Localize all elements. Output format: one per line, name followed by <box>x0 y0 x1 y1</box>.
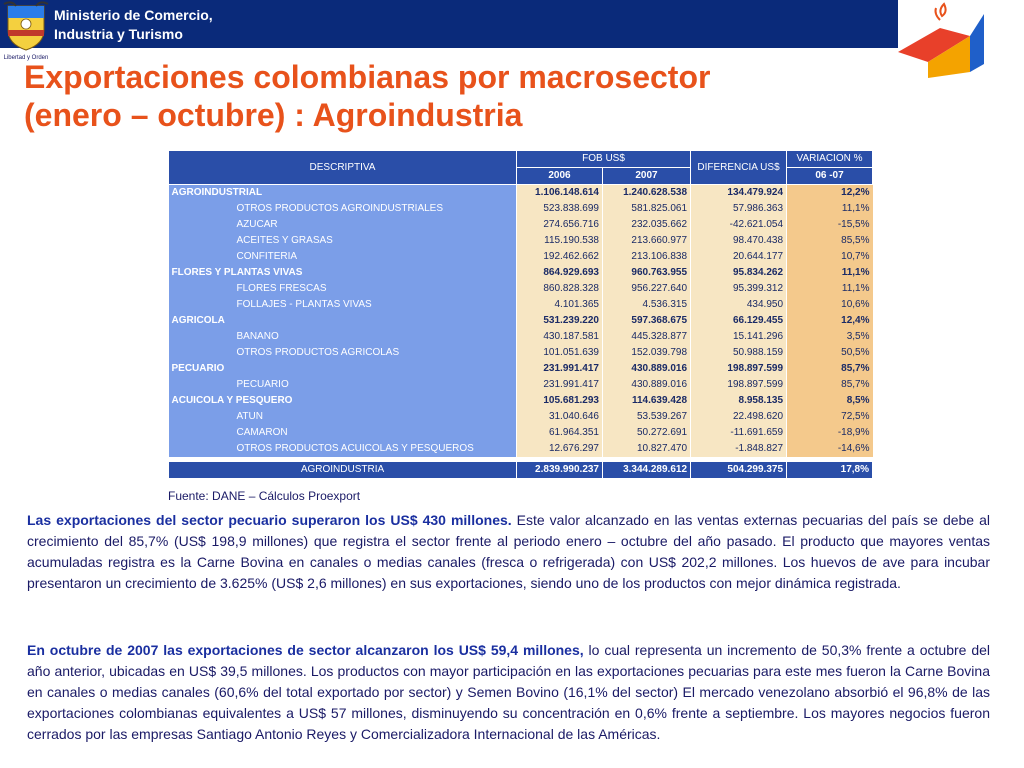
table-row <box>169 201 873 217</box>
page-title <box>24 58 710 134</box>
row-label: FOLLAJES - PLANTAS VIVAS <box>169 297 517 313</box>
header-variacion-period: 06 -07 <box>787 168 873 185</box>
value-diferencia: 50.988.159 <box>691 345 787 361</box>
value-diferencia: 66.129.455 <box>691 313 787 329</box>
value-2006: 101.051.639 <box>517 345 603 361</box>
value-diferencia: 95.399.312 <box>691 281 787 297</box>
row-label: CAMARON <box>169 425 517 441</box>
value-diferencia: -42.621.054 <box>691 217 787 233</box>
value-variacion: 12,4% <box>787 313 873 329</box>
ministry-name <box>54 6 213 44</box>
value-2006: 115.190.538 <box>517 233 603 249</box>
table-row <box>169 361 873 377</box>
value-diferencia: 98.470.438 <box>691 233 787 249</box>
paragraph-2-body: lo cual representa un incremento de 50,3% frente a octubre del año anterior, ubicadas en US$ 39,5 millones. Los productos con mayor participación en las exportaciones pecuarias para este mes fueron la Carne Bovina en canales o medias canales (60,6% del total exportado por sector) y Semen Bovino (16,1% del sector) El mercado venezolano absorbió el 96,8% de las exportaciones colombianas equivalentes a US$ 57 millones, disminuyendo su concentración en 0,6% frente a septiembre. Los mayores negocios fueron cerrados por las empresas Santiago Antonio Reyes y Comercializadora Internacional de las Américas. <box>27 642 990 742</box>
value-diferencia: 95.834.262 <box>691 265 787 281</box>
paragraph-pecuario <box>27 510 990 594</box>
table-row <box>169 441 873 457</box>
value-2006: 864.929.693 <box>517 265 603 281</box>
value-2006: 523.838.699 <box>517 201 603 217</box>
row-label: OTROS PRODUCTOS AGRICOLAS <box>169 345 517 361</box>
value-2006: 31.040.646 <box>517 409 603 425</box>
value-2007: 956.227.640 <box>603 281 691 297</box>
value-2006: 231.991.417 <box>517 377 603 393</box>
value-diferencia: 15.141.296 <box>691 329 787 345</box>
paragraph-october <box>27 640 990 745</box>
value-variacion: 72,5% <box>787 409 873 425</box>
table-row <box>169 393 873 409</box>
value-diferencia: -1.848.827 <box>691 441 787 457</box>
value-2006: 274.656.716 <box>517 217 603 233</box>
value-2007: 50.272.691 <box>603 425 691 441</box>
exports-table <box>168 150 873 479</box>
value-2007: 213.660.977 <box>603 233 691 249</box>
value-variacion: 85,7% <box>787 377 873 393</box>
paragraph-1-body: Este valor alcanzado en las ventas externas pecuarias del país se debe al crecimiento del 85,7% (US$ 198,9 millones) que registra el sector frente al periodo enero – octubre del año pasado. El producto que mayores ventas acumuladas registra es la Carne Bovina en canales o medias canales (fresca o refrigerada) con US$ 202,2 millones. Los huevos de ave para incubar presentaron un crecimiento de 3.625% (US$ 2,6 millones) en sus exportaciones, siendo uno de los productos con mejor dinámica registrada. <box>27 512 990 591</box>
value-2006: 105.681.293 <box>517 393 603 409</box>
value-diferencia: 8.958.135 <box>691 393 787 409</box>
colombia-crest-icon <box>2 0 50 62</box>
value-diferencia: 198.897.599 <box>691 361 787 377</box>
table-row <box>169 425 873 441</box>
value-2006: 4.101.365 <box>517 297 603 313</box>
proexport-logo-icon <box>894 0 990 80</box>
value-variacion: -18,9% <box>787 425 873 441</box>
value-2007: 960.763.955 <box>603 265 691 281</box>
value-2007: 1.240.628.538 <box>603 185 691 202</box>
total-label: AGROINDUSTRIA <box>169 462 517 479</box>
value-2007: 581.825.061 <box>603 201 691 217</box>
value-2006: 1.106.148.614 <box>517 185 603 202</box>
table-row <box>169 233 873 249</box>
value-variacion: -15,5% <box>787 217 873 233</box>
value-variacion: 85,5% <box>787 233 873 249</box>
value-variacion: 10,6% <box>787 297 873 313</box>
value-2007: 232.035.662 <box>603 217 691 233</box>
value-variacion: -14,6% <box>787 441 873 457</box>
value-2007: 430.889.016 <box>603 377 691 393</box>
page-title-line-2: (enero – octubre) : Agroindustria <box>24 97 523 133</box>
table-row <box>169 409 873 425</box>
table-row <box>169 185 873 202</box>
value-2006: 61.964.351 <box>517 425 603 441</box>
header-2007: 2007 <box>603 168 691 185</box>
row-label: ATUN <box>169 409 517 425</box>
value-2007: 430.889.016 <box>603 361 691 377</box>
row-label: BANANO <box>169 329 517 345</box>
value-variacion: 85,7% <box>787 361 873 377</box>
row-label: FLORES FRESCAS <box>169 281 517 297</box>
table-row <box>169 329 873 345</box>
value-variacion: 11,1% <box>787 281 873 297</box>
value-2007: 213.106.838 <box>603 249 691 265</box>
ministry-line-1: Ministerio de Comercio, <box>54 7 213 23</box>
row-label: CONFITERIA <box>169 249 517 265</box>
value-diferencia: 57.986.363 <box>691 201 787 217</box>
header-descriptiva: DESCRIPTIVA <box>169 151 517 185</box>
row-label: AGROINDUSTRIAL <box>169 185 517 202</box>
row-label: OTROS PRODUCTOS ACUICOLAS Y PESQUEROS <box>169 441 517 457</box>
total-variacion: 17,8% <box>787 462 873 479</box>
value-2007: 152.039.798 <box>603 345 691 361</box>
table-total-row <box>169 462 873 479</box>
table-row <box>169 265 873 281</box>
source-note: Fuente: DANE – Cálculos Proexport <box>168 489 361 503</box>
value-variacion: 11,1% <box>787 265 873 281</box>
value-diferencia: 434.950 <box>691 297 787 313</box>
total-2007: 3.344.289.612 <box>603 462 691 479</box>
value-diferencia: 134.479.924 <box>691 185 787 202</box>
value-diferencia: 22.498.620 <box>691 409 787 425</box>
value-variacion: 3,5% <box>787 329 873 345</box>
value-2007: 4.536.315 <box>603 297 691 313</box>
value-2007: 10.827.470 <box>603 441 691 457</box>
row-label: AZUCAR <box>169 217 517 233</box>
value-2007: 597.368.675 <box>603 313 691 329</box>
value-variacion: 8,5% <box>787 393 873 409</box>
value-2007: 445.328.877 <box>603 329 691 345</box>
table-row <box>169 377 873 393</box>
header-2006: 2006 <box>517 168 603 185</box>
table-row <box>169 217 873 233</box>
row-label: ACUICOLA Y PESQUERO <box>169 393 517 409</box>
row-label: PECUARIO <box>169 377 517 393</box>
paragraph-2-lead: En octubre de 2007 las exportaciones de sector alcanzaron los US$ 59,4 millones, <box>27 642 584 658</box>
value-variacion: 50,5% <box>787 345 873 361</box>
row-label: FLORES Y PLANTAS VIVAS <box>169 265 517 281</box>
header-variacion: VARIACION % <box>787 151 873 168</box>
value-2006: 231.991.417 <box>517 361 603 377</box>
value-2007: 53.539.267 <box>603 409 691 425</box>
ministry-line-2: Industria y Turismo <box>54 26 183 42</box>
value-2006: 860.828.328 <box>517 281 603 297</box>
value-2006: 531.239.220 <box>517 313 603 329</box>
total-diferencia: 504.299.375 <box>691 462 787 479</box>
row-label: AGRICOLA <box>169 313 517 329</box>
table-row <box>169 313 873 329</box>
table-row <box>169 297 873 313</box>
table-row <box>169 345 873 361</box>
table-body <box>169 185 873 479</box>
value-2006: 192.462.662 <box>517 249 603 265</box>
value-variacion: 10,7% <box>787 249 873 265</box>
table-row <box>169 249 873 265</box>
value-diferencia: -11.691.659 <box>691 425 787 441</box>
value-2007: 114.639.428 <box>603 393 691 409</box>
value-variacion: 12,2% <box>787 185 873 202</box>
value-2006: 430.187.581 <box>517 329 603 345</box>
row-label: PECUARIO <box>169 361 517 377</box>
total-2006: 2.839.990.237 <box>517 462 603 479</box>
row-label: ACEITES Y GRASAS <box>169 233 517 249</box>
value-2006: 12.676.297 <box>517 441 603 457</box>
header-fob: FOB US$ <box>517 151 691 168</box>
paragraph-1-lead: Las exportaciones del sector pecuario superaron los US$ 430 millones. <box>27 512 512 528</box>
table-row <box>169 281 873 297</box>
value-variacion: 11,1% <box>787 201 873 217</box>
crest-motto: Libertad y Orden <box>3 55 49 61</box>
value-diferencia: 198.897.599 <box>691 377 787 393</box>
header-diferencia: DIFERENCIA US$ <box>691 151 787 185</box>
page-title-line-1: Exportaciones colombianas por macrosector <box>24 59 711 95</box>
row-label: OTROS PRODUCTOS AGROINDUSTRIALES <box>169 201 517 217</box>
value-diferencia: 20.644.177 <box>691 249 787 265</box>
